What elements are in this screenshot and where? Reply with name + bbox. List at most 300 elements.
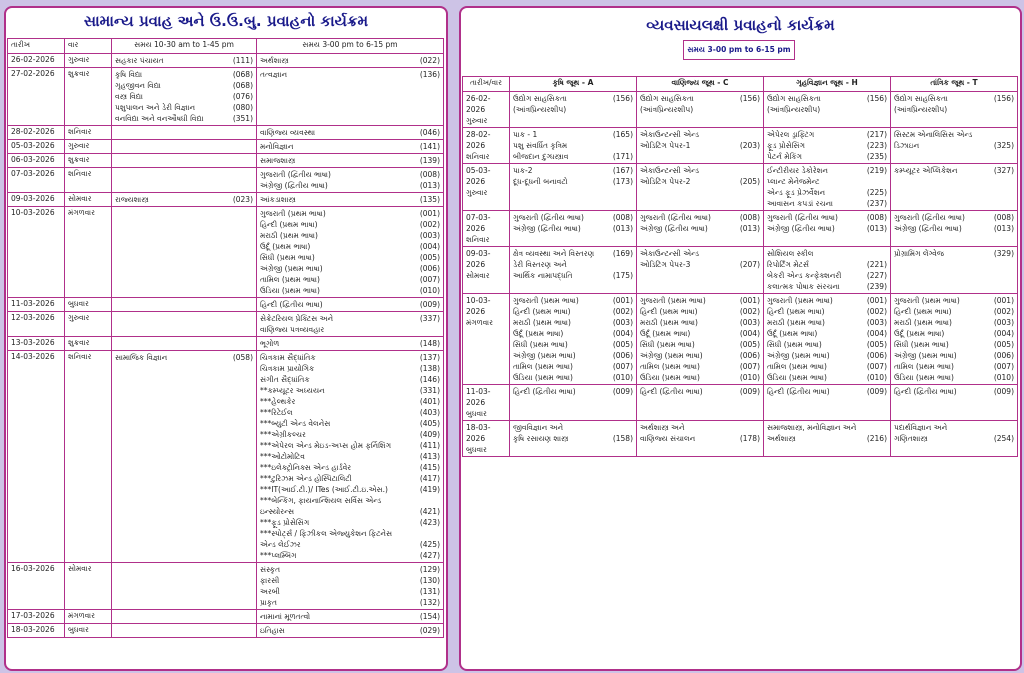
group-subjects	[510, 92, 637, 128]
date-day-cell	[463, 211, 510, 247]
exam-date: 13-03-2026	[8, 337, 65, 351]
morning-subjects	[112, 68, 257, 126]
subject-code: (216)	[866, 434, 887, 443]
schedule-row	[8, 351, 444, 563]
subject-code: (217)	[866, 130, 887, 139]
subject-name: તામિલ (પ્રથમ ભાષા)	[640, 362, 700, 371]
subject-code: (148)	[419, 339, 440, 348]
subject-name: અંગ્રેજી (પ્રથમ ભાષા)	[767, 351, 830, 360]
subject-line	[640, 306, 760, 317]
group-subjects	[510, 164, 637, 211]
evening-subjects	[257, 207, 444, 298]
subject-line	[894, 350, 1014, 361]
subject-line	[640, 295, 760, 306]
subject-code: (136)	[419, 70, 440, 79]
morning-subjects	[112, 168, 257, 193]
subject-code: (007)	[739, 362, 760, 371]
subject-name: ઉર્દૂ (પ્રથમ ભાષા)	[894, 329, 945, 338]
group-subjects	[891, 385, 1018, 421]
exam-date: 27-02-2026	[8, 68, 65, 126]
subject-code: (139)	[419, 156, 440, 165]
subject-code: (010)	[419, 286, 440, 295]
subject-name: સિંધી (પ્રથમ ભાષા)	[513, 340, 568, 349]
subject-name: હિન્દી (પ્રથમ ભાષા)	[894, 307, 952, 316]
group-subjects	[891, 128, 1018, 164]
subject-line	[640, 386, 760, 397]
subject-line	[640, 165, 760, 176]
subject-line	[767, 386, 887, 397]
evening-subjects	[257, 298, 444, 312]
subject-name: સંગીત સૈદ્ધાંતિક	[260, 375, 310, 384]
subject-line	[767, 328, 887, 339]
subject-code: (013)	[419, 181, 440, 190]
subject-name: તામિલ (પ્રથમ ભાષા)	[513, 362, 573, 371]
subject-name: ***બેન્કિંગ, ફાયનાન્શિયલ સર્વિસ એન્ડ	[260, 496, 382, 505]
subject-name: ફારસી	[260, 576, 280, 585]
group-subjects	[764, 421, 891, 457]
subject-name: ગુજરાતી (દ્વિતીય ભાષા)	[894, 213, 965, 222]
schedule-row	[463, 92, 1018, 128]
subject-line	[767, 350, 887, 361]
subject-code: (331)	[419, 386, 440, 395]
subject-name: સહકાર પંચાયત	[115, 56, 164, 65]
subject-code: (419)	[419, 485, 440, 494]
subject-line	[767, 165, 887, 176]
subject-code: (022)	[419, 56, 440, 65]
date-day-cell	[463, 128, 510, 164]
subject-name: ***પ્લમ્બિંગ	[260, 551, 297, 560]
subject-line	[640, 129, 760, 140]
morning-subjects	[112, 54, 257, 68]
exam-date: 11-03-2026	[8, 298, 65, 312]
subject-code: (010)	[612, 373, 633, 382]
subject-name: સોશિયલ સ્કીલ	[767, 249, 814, 258]
subject-name: ઉડિયા (પ્રથમ ભાષા)	[640, 373, 700, 382]
subject-name: (આંત્રપ્રિન્યરશીપ)	[894, 105, 948, 114]
subject-code: (007)	[993, 362, 1014, 371]
subject-name: હિન્દી (દ્વિતીય ભાષા)	[767, 387, 830, 396]
subject-line	[260, 550, 440, 561]
exam-day: સોમવાર	[65, 193, 112, 207]
subject-name: સામાજિક વિજ્ઞાન	[115, 353, 168, 362]
subject-code: (009)	[866, 387, 887, 396]
subject-name: ગુજરાતી (દ્વિતીય ભાષા)	[767, 213, 838, 222]
subject-code: (337)	[419, 314, 440, 323]
subject-line	[640, 140, 760, 151]
subject-line	[513, 223, 633, 234]
subject-name: ઇતિહાસ	[260, 626, 285, 635]
group-subjects	[510, 128, 637, 164]
morning-subjects	[112, 298, 257, 312]
vocational-stream-panel	[459, 6, 1022, 671]
schedule-row	[8, 610, 444, 624]
subject-name: ભૂગોળ	[260, 339, 280, 348]
subject-code: (004)	[419, 242, 440, 251]
subject-name: ***IT(આઈ.ટી.)/ ITes (આઈ.ટી.ઇ.એસ.)	[260, 485, 388, 494]
evening-subjects	[257, 54, 444, 68]
subject-code: (068)	[232, 81, 253, 90]
subject-line	[640, 328, 760, 339]
exam-day: શુક્રવાર	[65, 337, 112, 351]
subject-code: (001)	[993, 296, 1014, 305]
schedule-row	[8, 154, 444, 168]
subject-line	[640, 212, 760, 223]
group-subjects	[891, 421, 1018, 457]
subject-line	[260, 597, 440, 608]
subject-line	[260, 169, 440, 180]
subject-line	[513, 104, 633, 115]
date-day-cell	[463, 294, 510, 385]
subject-name: સિંધી (પ્રથમ ભાષા)	[894, 340, 949, 349]
subject-code: (006)	[419, 264, 440, 273]
subject-name: મરાઠી (પ્રથમ ભાષા)	[513, 318, 571, 327]
subject-line	[513, 350, 633, 361]
subject-code: (009)	[993, 387, 1014, 396]
exam-day: મંગળવાર	[65, 610, 112, 624]
subject-name: ઓડિટિંગ પેપર-2	[640, 177, 691, 186]
subject-name: અંગ્રેજી (દ્વિતીય ભાષા)	[640, 224, 708, 233]
subject-code: (080)	[232, 103, 253, 112]
subject-line	[640, 339, 760, 350]
subject-code: (167)	[612, 166, 633, 175]
subject-code: (415)	[419, 463, 440, 472]
subject-line	[640, 422, 760, 433]
group-subjects	[510, 247, 637, 294]
subject-line	[260, 418, 440, 429]
subject-line	[767, 129, 887, 140]
subject-code: (205)	[739, 177, 760, 186]
exam-date: 26-02-2026	[466, 94, 491, 114]
subject-line	[115, 352, 253, 363]
subject-line	[115, 55, 253, 66]
subject-name: અંગ્રેજી (દ્વિતીય ભાષા)	[260, 181, 328, 190]
subject-line	[260, 208, 440, 219]
subject-name: પાક-2	[513, 166, 533, 175]
subject-line	[894, 223, 1014, 234]
subject-code: (001)	[419, 209, 440, 218]
subject-name: ઓડિટિંગ પેપર-1	[640, 141, 691, 150]
subject-code: (004)	[993, 329, 1014, 338]
subject-line	[894, 165, 1014, 176]
evening-subjects	[257, 68, 444, 126]
subject-name: અર્થશાસ્ત્ર	[767, 434, 796, 443]
subject-line	[640, 317, 760, 328]
schedule-row	[8, 126, 444, 140]
evening-subjects	[257, 337, 444, 351]
subject-name: મનોવિજ્ઞાન	[260, 142, 294, 151]
subject-code: (154)	[419, 612, 440, 621]
subject-code: (146)	[419, 375, 440, 384]
subject-name: પશુપાલન અને ડેરી વિજ્ઞાન	[115, 103, 196, 112]
exam-date: 12-03-2026	[8, 312, 65, 337]
subject-code: (008)	[866, 213, 887, 222]
subject-line	[260, 374, 440, 385]
subject-line	[767, 317, 887, 328]
subject-code: (007)	[866, 362, 887, 371]
subject-line	[894, 339, 1014, 350]
header-group-c: વાણિજ્ય જૂથ - C	[637, 77, 764, 92]
subject-name: આંકડાશાસ્ત્ર	[260, 195, 296, 204]
subject-name: પાક - 1	[513, 130, 538, 139]
subject-code: (001)	[739, 296, 760, 305]
schedule-row	[463, 385, 1018, 421]
subject-name: પદાર્થવિજ્ઞાન અને	[894, 423, 948, 432]
subject-name: ***ઇલેક્ટ્રોનિક્સ એન્ડ હાર્ડવેર	[260, 463, 352, 472]
exam-date: 14-03-2026	[8, 351, 65, 563]
subject-line	[260, 313, 440, 324]
subject-line	[260, 586, 440, 597]
subject-name: ***ટુરિઝમ એન્ડ હોસ્પિટાલિટી	[260, 474, 352, 483]
morning-subjects	[112, 126, 257, 140]
subject-line	[260, 611, 440, 622]
subject-line	[513, 165, 633, 176]
subject-name: ફૂડ પ્રોસેસિંગ	[767, 141, 805, 150]
subject-code: (425)	[419, 540, 440, 549]
date-day-cell	[463, 92, 510, 128]
evening-subjects	[257, 168, 444, 193]
subject-code: (403)	[419, 408, 440, 417]
subject-code: (003)	[739, 318, 760, 327]
subject-name: તામિલ (પ્રથમ ભાષા)	[894, 362, 954, 371]
group-subjects	[891, 211, 1018, 247]
subject-code: (010)	[993, 373, 1014, 382]
subject-line	[260, 230, 440, 241]
subject-name: પ્રાકૃત	[260, 598, 277, 607]
schedule-row	[463, 294, 1018, 385]
subject-name: ગુજરાતી (દ્વિતીય ભાષા)	[260, 170, 331, 179]
exam-date: 11-03-2026	[466, 387, 491, 407]
subject-name: ગુજરાતી (પ્રથમ ભાષા)	[767, 296, 833, 305]
subject-name: સિંધી (પ્રથમ ભાષા)	[640, 340, 695, 349]
subject-line	[260, 625, 440, 636]
subject-line	[640, 259, 760, 270]
subject-name: હિન્દી (પ્રથમ ભાષા)	[640, 307, 698, 316]
subject-code: (130)	[419, 576, 440, 585]
subject-line	[767, 198, 887, 209]
header-day: વાર	[65, 39, 112, 54]
schedule-row	[8, 207, 444, 298]
subject-name: ઉદ્યોગ સાહસિકતા	[894, 94, 948, 103]
subject-name: ઉદ્યોગ સાહસિકતા	[640, 94, 694, 103]
subject-code: (409)	[419, 430, 440, 439]
schedule-row	[8, 312, 444, 337]
subject-code: (010)	[866, 373, 887, 382]
subject-code: (008)	[993, 213, 1014, 222]
subject-line	[260, 141, 440, 152]
subject-name: ઉડિયા (પ્રથમ ભાષા)	[260, 286, 320, 295]
subject-code: (158)	[612, 434, 633, 443]
group-subjects	[510, 421, 637, 457]
morning-subjects	[112, 207, 257, 298]
subject-line	[513, 386, 633, 397]
morning-subjects	[112, 193, 257, 207]
subject-code: (254)	[993, 434, 1014, 443]
vocational-time-box: સમય 3-00 pm to 6-15 pm	[683, 40, 795, 60]
subject-code: (013)	[993, 224, 1014, 233]
subject-code: (219)	[866, 166, 887, 175]
subject-code: (329)	[993, 249, 1014, 258]
subject-code: (169)	[612, 249, 633, 258]
subject-name: મરાઠી (પ્રથમ ભાષા)	[640, 318, 698, 327]
subject-line	[767, 295, 887, 306]
group-subjects	[637, 421, 764, 457]
subject-name: ગૃહજીવન વિદ્યા	[115, 81, 161, 90]
subject-name: અર્થશાસ્ત્ર	[260, 56, 289, 65]
header-date: તારીખ	[8, 39, 65, 54]
subject-line	[115, 91, 253, 102]
subject-name: કલાત્મક પોષાક સંરચના	[767, 282, 840, 291]
schedule-row	[463, 128, 1018, 164]
subject-code: (002)	[739, 307, 760, 316]
subject-name: ઉર્દૂ (પ્રથમ ભાષા)	[767, 329, 818, 338]
subject-line	[767, 212, 887, 223]
group-subjects	[637, 92, 764, 128]
exam-day: શનિવાર	[65, 168, 112, 193]
subject-code: (006)	[739, 351, 760, 360]
subject-code: (068)	[232, 70, 253, 79]
evening-subjects	[257, 351, 444, 563]
group-subjects	[637, 247, 764, 294]
exam-date: 07-03-2026	[466, 213, 491, 233]
subject-line	[115, 113, 253, 124]
exam-day: ગુરુવાર	[65, 140, 112, 154]
subject-code: (007)	[419, 275, 440, 284]
subject-name: રિપોર્ટિંગ મેટર્સ	[767, 260, 809, 269]
subject-name: ઉડિયા (પ્રથમ ભાષા)	[513, 373, 573, 382]
subject-name: હિન્દી (દ્વિતીય ભાષા)	[260, 300, 323, 309]
exam-day: શનિવાર	[466, 152, 490, 161]
subject-name: ઇન્સ્યોરન્સ	[260, 507, 295, 516]
subject-code: (009)	[739, 387, 760, 396]
subject-line	[894, 140, 1014, 151]
subject-name: ગણિતશાસ્ત્ર	[894, 434, 928, 443]
subject-name: **કમ્પ્યૂટર અધ્યયન	[260, 386, 325, 395]
subject-code: (003)	[419, 231, 440, 240]
subject-name: વસ્ત્ર વિદ્યા	[115, 92, 143, 101]
morning-subjects	[112, 337, 257, 351]
general-stream-panel	[4, 6, 448, 671]
subject-line	[115, 194, 253, 205]
schedule-row	[463, 421, 1018, 457]
subject-code: (423)	[419, 518, 440, 527]
subject-line	[260, 451, 440, 462]
subject-code: (131)	[419, 587, 440, 596]
evening-subjects	[257, 624, 444, 638]
exam-day: બુધવાર	[466, 445, 487, 454]
exam-day: મંગળવાર	[65, 207, 112, 298]
subject-name: અંગ્રેજી (પ્રથમ ભાષા)	[260, 264, 323, 273]
subject-name: સમાજશાસ્ત્ર	[260, 156, 296, 165]
schedule-row	[463, 211, 1018, 247]
subject-code: (135)	[419, 195, 440, 204]
exam-day: ગુરુવાર	[65, 312, 112, 337]
subject-line	[115, 102, 253, 113]
subject-name: સિંધી (પ્રથમ ભાષા)	[767, 340, 822, 349]
subject-name: ચિત્રકામ સૈદ્ધાંતિક	[260, 353, 316, 362]
subject-name: પ્રોગ્રામિંગ લેંગ્વેજ	[894, 249, 944, 258]
header-group-h: ગૃહવિજ્ઞાન જૂથ - H	[764, 77, 891, 92]
subject-name: પ્લાન્ટ મેનેજમેન્ટ	[767, 177, 820, 186]
subject-line	[767, 259, 887, 270]
subject-line	[260, 194, 440, 205]
header-date-day: તારીખ/વાર	[463, 77, 510, 92]
exam-day: શનિવાર	[466, 235, 490, 244]
subject-line	[894, 317, 1014, 328]
group-subjects	[510, 385, 637, 421]
subject-line	[894, 328, 1014, 339]
subject-code: (005)	[419, 253, 440, 262]
exam-day: બુધવાર	[466, 409, 487, 418]
subject-line	[894, 129, 1014, 140]
subject-code: (156)	[993, 94, 1014, 103]
subject-line	[260, 299, 440, 310]
group-subjects	[510, 294, 637, 385]
subject-name: રાજ્યશાસ્ત્ર	[115, 195, 149, 204]
group-subjects	[637, 385, 764, 421]
subject-line	[767, 248, 887, 259]
schedule-row	[463, 247, 1018, 294]
subject-line	[260, 263, 440, 274]
subject-code: (132)	[419, 598, 440, 607]
subject-line	[894, 248, 1014, 259]
subject-name: બીજદાન દુગ્ધસ્ત્રાવ	[513, 152, 569, 161]
subject-code: (005)	[866, 340, 887, 349]
exam-date: 05-03-2026	[8, 140, 65, 154]
subject-line	[767, 223, 887, 234]
subject-code: (013)	[739, 224, 760, 233]
subject-name: (આંત્રપ્રિન્યરશીપ)	[513, 105, 567, 114]
subject-code: (225)	[866, 188, 887, 197]
subject-line	[513, 140, 633, 151]
subject-code: (001)	[866, 296, 887, 305]
subject-code: (237)	[866, 199, 887, 208]
subject-line	[260, 69, 440, 80]
exam-day: સોમવાર	[65, 563, 112, 610]
subject-line	[513, 129, 633, 140]
subject-name: ડિઝાઇન	[894, 141, 920, 150]
subject-name: પેટર્ન મેકિંગ	[767, 152, 802, 161]
exam-day: ગુરુવાર	[466, 188, 488, 197]
header-morning: સમય 10-30 am to 1-45 pm	[112, 39, 257, 54]
subject-name: ડેરી વિસ્તરણ અને	[513, 260, 567, 269]
group-subjects	[891, 164, 1018, 211]
subject-code: (009)	[612, 387, 633, 396]
subject-name: હિન્દી (પ્રથમ ભાષા)	[513, 307, 571, 316]
evening-subjects	[257, 126, 444, 140]
date-day-cell	[463, 247, 510, 294]
subject-name: અંગ્રેજી (પ્રથમ ભાષા)	[894, 351, 957, 360]
subject-line	[513, 270, 633, 281]
subject-name: ઉડિયા (પ્રથમ ભાષા)	[894, 373, 954, 382]
evening-subjects	[257, 193, 444, 207]
group-subjects	[891, 294, 1018, 385]
subject-line	[767, 339, 887, 350]
exam-date: 18-03-2026	[466, 423, 491, 443]
subject-line	[260, 241, 440, 252]
exam-date: 28-02-2026	[466, 130, 491, 150]
subject-name: અરબી	[260, 587, 280, 596]
exam-date: 10-03-2026	[8, 207, 65, 298]
exam-day: ગુરુવાર	[466, 116, 488, 125]
exam-day: શુક્રવાર	[65, 68, 112, 126]
subject-name: તત્વજ્ઞાન	[260, 70, 288, 79]
subject-name: ગુજરાતી (પ્રથમ ભાષા)	[260, 209, 326, 218]
exam-date: 28-02-2026	[8, 126, 65, 140]
subject-line	[640, 223, 760, 234]
subject-line	[260, 180, 440, 191]
subject-name: તામિલ (પ્રથમ ભાષા)	[767, 362, 827, 371]
subject-name: અર્થશાસ્ત્ર અને	[640, 423, 685, 432]
